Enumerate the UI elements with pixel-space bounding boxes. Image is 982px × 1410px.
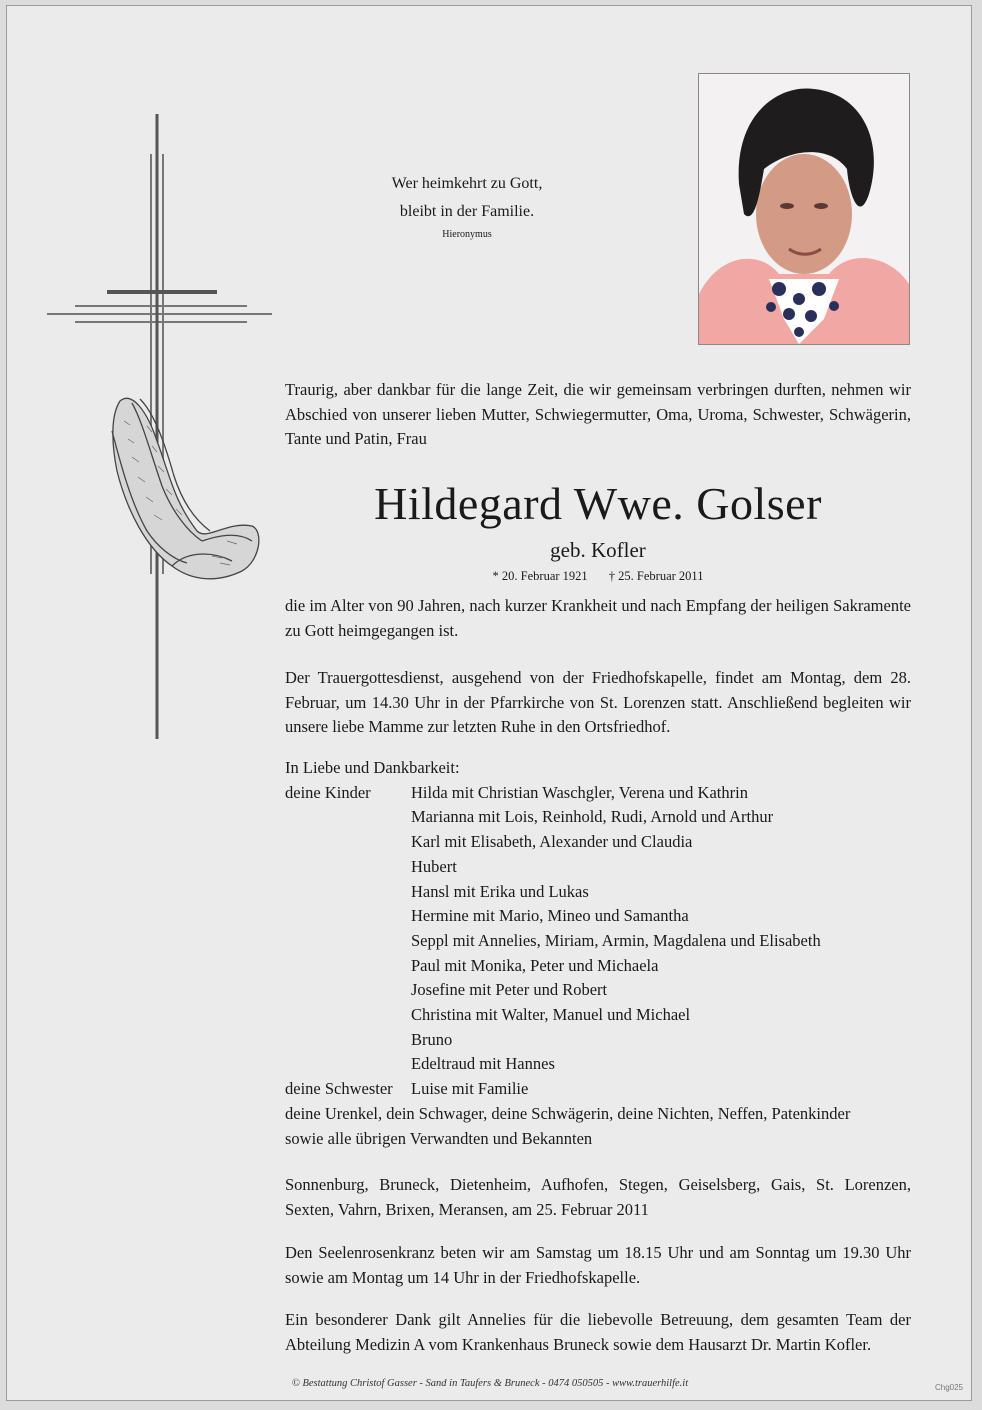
family-heading: In Liebe und Dankbarkeit: [285,758,460,777]
child-entry: Christina mit Walter, Manuel und Michael [411,1005,691,1025]
document-code: Chg025 [934,1383,963,1392]
quote-line-2: bleibt in der Familie. [399,203,535,220]
rosary-text: Den Seelenrosenkranz beten wir am Samstag um 18.15 Uhr und am Sonntag um 19.30 Uhr sowie am Montag um 14 Uhr in der Friedhofskapelle. [285,1243,911,1287]
child-entry: Paul mit Monika, Peter und Michaela [411,955,659,975]
service-text: Der Trauergottesdienst, ausgehend von der Friedhofskapelle, findet am Montag, dem 28. Februar, um 14.30 Uhr in der Pfarrkirche von St. Lorenzen statt. Anschließend begleiten wir unsere liebe Mamme zur letzten Ruhe in den Ortsfriedhof. [285,668,911,736]
child-entry: Josefine mit Peter und Robert [411,980,608,1000]
sister-entry: Luise mit Familie [411,1079,529,1099]
sister-label: deine Schwester [285,1079,393,1099]
child-entry: Edeltraud mit Hannes [411,1054,555,1074]
portrait-image [699,74,909,344]
deceased-name: Hildegard Wwe. Golser [374,478,822,529]
thanks-text: Ein besonderer Dank gilt Annelies für die liebevolle Betreuung, dem gesamten Team der Abteilung Medizin A vom Krankenhaus Bruneck sowie dem Hausarzt Dr. Martin Kofler. [285,1310,911,1354]
quote-line-1: Wer heimkehrt zu Gott, [391,175,543,192]
child-entry: Karl mit Elisabeth, Alexander und Claudia [411,832,693,852]
quote-author: Hieronymus [442,229,492,240]
child-entry: Bruno [411,1029,453,1049]
praying-hands-icon [102,391,262,586]
others-line-1: deine Urenkel, dein Schwager, deine Schwägerin, deine Nichten, Neffen, Patenkinder [285,1103,851,1123]
child-entry: Hermine mit Mario, Mineo und Samantha [411,906,689,926]
passing-text: die im Alter von 90 Jahren, nach kurzer Krankheit und nach Empfang der heiligen Sakramente zu Gott heimgegangen ist. [285,596,911,640]
others-line-2: sowie alle übrigen Verwandten und Bekannten [285,1128,593,1148]
life-dates [285,568,911,584]
places-text: Sonnenburg, Bruneck, Dietenheim, Aufhofen, Stegen, Geiselsberg, Gais, St. Lorenzen, Sexten, Vahrn, Brixen, Meransen, am 25. Februar 2011 [285,1175,911,1219]
child-entry: Marianna mit Lois, Reinhold, Rudi, Arnold und Arthur [411,807,774,827]
family-list [285,756,925,1151]
child-entry: Seppl mit Annelies, Miriam, Armin, Magdalena und Elisabeth [411,930,821,950]
birth-date: * 20. Februar 1921 [492,569,588,583]
quote [347,170,587,242]
intro-text: Traurig, aber dankbar für die lange Zeit, die wir gemeinsam verbringen durften, nehmen wir Abschied von unserer lieben Mutter, Schwiegermutter, Oma, Uroma, Schwester, Schwägerin, Tante und Patin, Frau [285,380,911,448]
child-entry: Hubert [411,856,457,876]
footer-credit: © Bestattung Christof Gasser - Sand in Taufers & Bruneck - 0474 050505 - www.trauerhilfe.it [291,1378,689,1389]
death-date: † 25. Februar 2011 [608,569,704,583]
child-entry: Hansl mit Erika und Lukas [411,881,589,901]
children-row [285,781,925,806]
sister-row [285,1077,925,1102]
child-entry: Hilda mit Christian Waschgler, Verena und Kathrin [411,782,748,802]
birth-name: geb. Kofler [550,538,646,562]
obituary-sheet [6,5,972,1401]
children-label: deine Kinder [285,782,371,802]
portrait-photo [698,73,910,345]
